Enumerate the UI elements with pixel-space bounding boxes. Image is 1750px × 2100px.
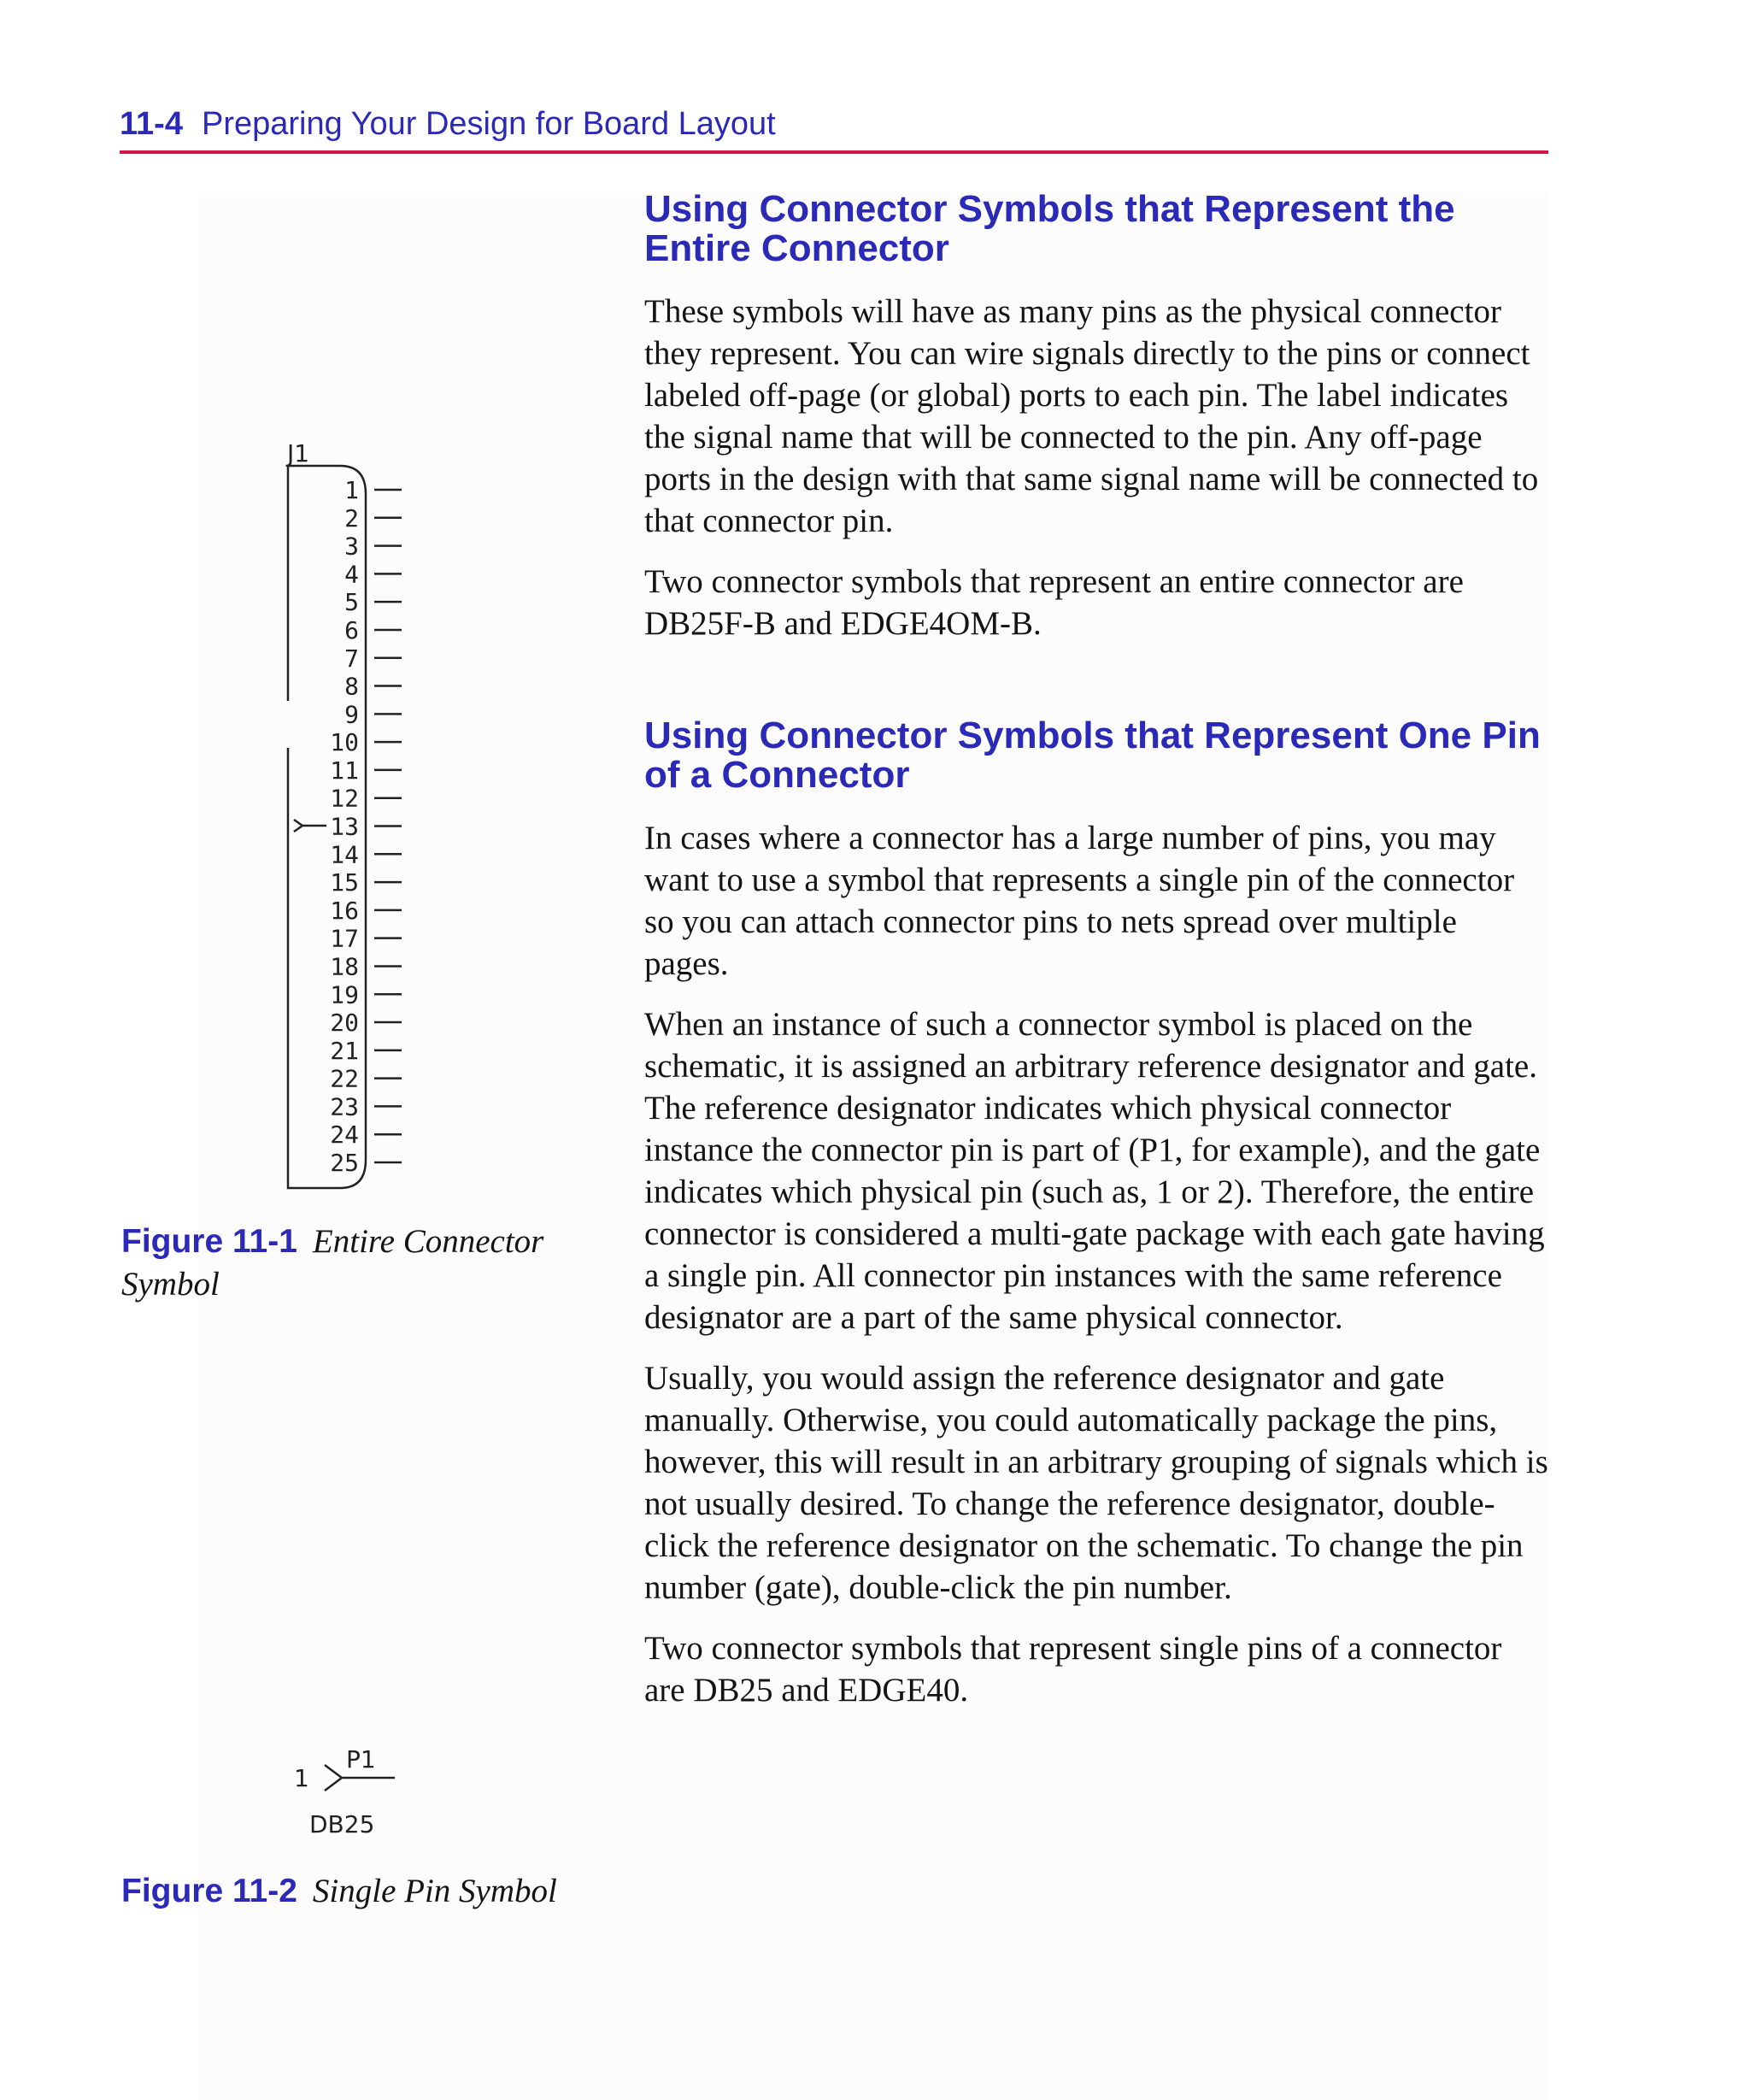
paragraph: When an instance of such a connector symbol is placed on the schematic, it is assigned an arbitrary reference designator and gate. The reference designator indicates which physical connector instance the connector pin is part of (P1, for example), and the gate indicates which physical pin (such as, 1 or 2). Therefore, the entire connector is considered a multi-gate package with each gate having a single pin. All connector pin instances with the same reference designator are a part of the same physical connector. (644, 1006, 1545, 1336)
chapter-title: Preparing Your Design for Board Layout (201, 106, 776, 142)
header-rule (120, 150, 1548, 154)
connector-pin-number: 19 (330, 980, 359, 1009)
connector-pin-number: 25 (330, 1149, 359, 1177)
figure-11-2-caption (121, 1870, 634, 1913)
connector-pin-number: 6 (344, 615, 359, 644)
connector-pin-number: 17 (330, 924, 359, 953)
paragraph: Two connector symbols that represent an entire connector are DB25F-B and EDGE4OM-B. (644, 563, 1464, 642)
connector-pin-number: 5 (344, 588, 359, 617)
connector-pin-number: 4 (344, 560, 359, 589)
running-header (120, 106, 1548, 147)
section-heading-one-pin: Using Connector Symbols that Represent One Pin of a Connector (644, 715, 1541, 796)
single-pin-number: 1 (294, 1764, 309, 1792)
figure-11-2-title: Single Pin Symbol (312, 1873, 557, 1909)
connector-pin-number: 9 (344, 700, 359, 729)
figure-11-1-title: Entire Connector Symbol (121, 1223, 544, 1303)
connector-pin-number: 12 (330, 784, 359, 813)
connector-pin-number: 3 (344, 532, 359, 561)
connector-pin-number: 8 (344, 672, 359, 701)
connector-pin-number: 24 (330, 1121, 359, 1150)
connector-pin-number: 10 (330, 728, 359, 757)
connector-pin-number: 16 (330, 896, 359, 925)
figure-11-1-caption (121, 1221, 600, 1306)
figure-11-1-label: Figure 11-1 (121, 1223, 297, 1260)
paragraph: Usually, you would assign the reference designator and gate manually. Otherwise, you could automatically package the pins, however, this will result in an arbitrary grouping of signals which is not usually desired. To change the reference designator, double-click the reference designator on the schematic. To change the pin number (gate), double-click the pin number. (644, 1360, 1548, 1606)
connector-pin-number: 14 (330, 840, 359, 869)
single-pin-part-name: DB25 (309, 1810, 375, 1838)
single-pin-refdes: P1 (346, 1745, 376, 1774)
connector-pin-number: 15 (330, 868, 359, 897)
connector-pin-number: 18 (330, 952, 359, 981)
connector-pin-number: 20 (330, 1009, 359, 1038)
connector-pin-number: 7 (344, 644, 359, 673)
connector-pin-number: 13 (330, 812, 359, 841)
paragraph: In cases where a connector has a large number of pins, you may want to use a symbol that represents a single pin of the connector so you can attach connector pins to nets spread over multiple pages. (644, 820, 1515, 982)
connector-pin-number: 11 (330, 756, 359, 785)
connector-refdes: J1 (287, 439, 310, 468)
paragraph: Two connector symbols that represent single pins of a connector are DB25 and EDGE40. (644, 1630, 1502, 1709)
chapter-page-number: 11-4 (120, 106, 183, 142)
figure-11-2-label: Figure 11-2 (121, 1873, 297, 1909)
main-text-column (644, 190, 1548, 1730)
connector-pin-number: 2 (344, 503, 359, 532)
connector-pin-number: 1 (344, 476, 359, 504)
section-heading-entire-connector: Using Connector Symbols that Represent the Entire Connector (644, 188, 1455, 269)
paragraph: These symbols will have as many pins as the physical connector they represent. You can wire signals directly to the pins or connect labeled off-page (or global) ports to each pin. The label indicates the signal name that will be connected to the pin. Any off-page ports in the design with that same signal name will be connected to that connector pin. (644, 293, 1539, 539)
connector-pin-number: 22 (330, 1064, 359, 1093)
connector-pin-number: 21 (330, 1036, 359, 1065)
connector-pin-number: 23 (330, 1092, 359, 1121)
